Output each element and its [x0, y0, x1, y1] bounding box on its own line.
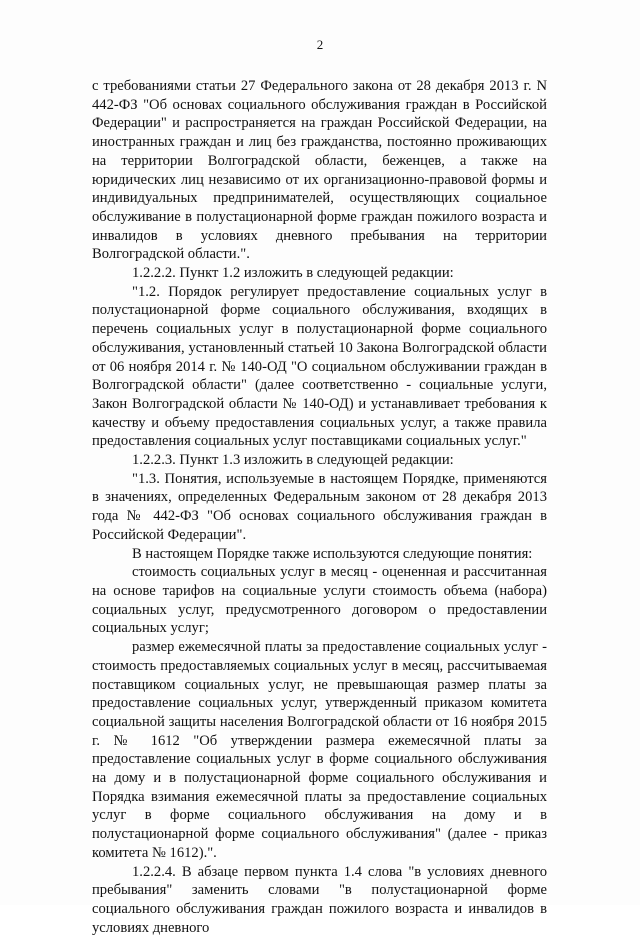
paragraph: 1.2.2.2. Пункт 1.2 изложить в следующей редакции:: [132, 265, 454, 282]
paragraph: стоимость социальных услуг в месяц - оцененная и рассчитанная на основе тарифов на социальные услуги стоимость объема (набора) социальных услуг, предусмотренного договором о предоставлении социальных услуг;: [92, 564, 547, 637]
paragraph: В настоящем Порядке также используются следующие понятия:: [132, 545, 533, 562]
paragraph: "1.2. Порядок регулирует предоставление социальных услуг в полустационарной форме социального обслуживания, входящих в перечень социальных услуг в полустационарной форме социального обслуживания, установленный статьей 10 Закона Волгоградской области от 06 ноября 2014 г. № 140-ОД "О социальном обслуживании граждан в Волгоградской области" (далее соответственно - социальные услуги, Закон Волгоградской области № 140-ОД) и устанавливает требования к качеству и объему предоставления социальных услуг, а также правила предоставления социальных услуг поставщиками социальных услуг.": [92, 283, 547, 450]
paragraph: с требованиями статьи 27 Федерального закона от 28 декабря 2013 г. N 442-ФЗ "Об основах социального обслуживания граждан в Российской Федерации" и распространяется на граждан Российской Федерации, на иностранных граждан и лиц без гражданства, постоянно проживающих на территории Волгоградской области, беженцев, а также на юридических лиц независимо от их организационно-правовой формы и индивидуальных предпринимателей, осуществляющих социальное обслуживание в полустационарной форме граждан пожилого возраста и инвалидов в условиях дневного пребывания на территории Волгоградской области.".: [92, 78, 547, 263]
paragraph: 1.2.2.4. В абзаце первом пункта 1.4 слова "в условиях дневного пребывания" заменить словами "в полустационарной форме социального обслуживания граждан пожилого возраста и инвалидов в условиях дневного: [92, 863, 547, 936]
paragraph: размер ежемесячной платы за предоставление социальных услуг - стоимость предоставляемых социальных услуг в месяц, рассчитываемая поставщиком социальных услуг, не превышающая размер платы за предоставление социальных услуг, утвержденный приказом комитета социальной защиты населения Волгоградской области от 16 ноября 2015 г. № 1612 "Об утверждении размера ежемесячной платы за предоставление социальных услуг в форме социального обслуживания на дому и в полустационарной форме социального обслуживания и Порядка взимания ежемесячной платы за предоставление социальных услуг в форме социального обслуживания на дому и в полустационарной форме социального обслуживания" (далее - приказ комитета № 1612).".: [92, 639, 547, 861]
page-number: 2: [316, 37, 324, 52]
paragraph: "1.3. Понятия, используемые в настоящем Порядке, применяются в значениях, определенных Федеральным законом от 28 декабря 2013 года № 442-ФЗ "Об основах социального обслуживания граждан в Российской Федерации".: [92, 470, 547, 543]
paragraph: 1.2.2.3. Пункт 1.3 изложить в следующей редакции:: [132, 452, 454, 469]
document-body: [92, 77, 547, 937]
